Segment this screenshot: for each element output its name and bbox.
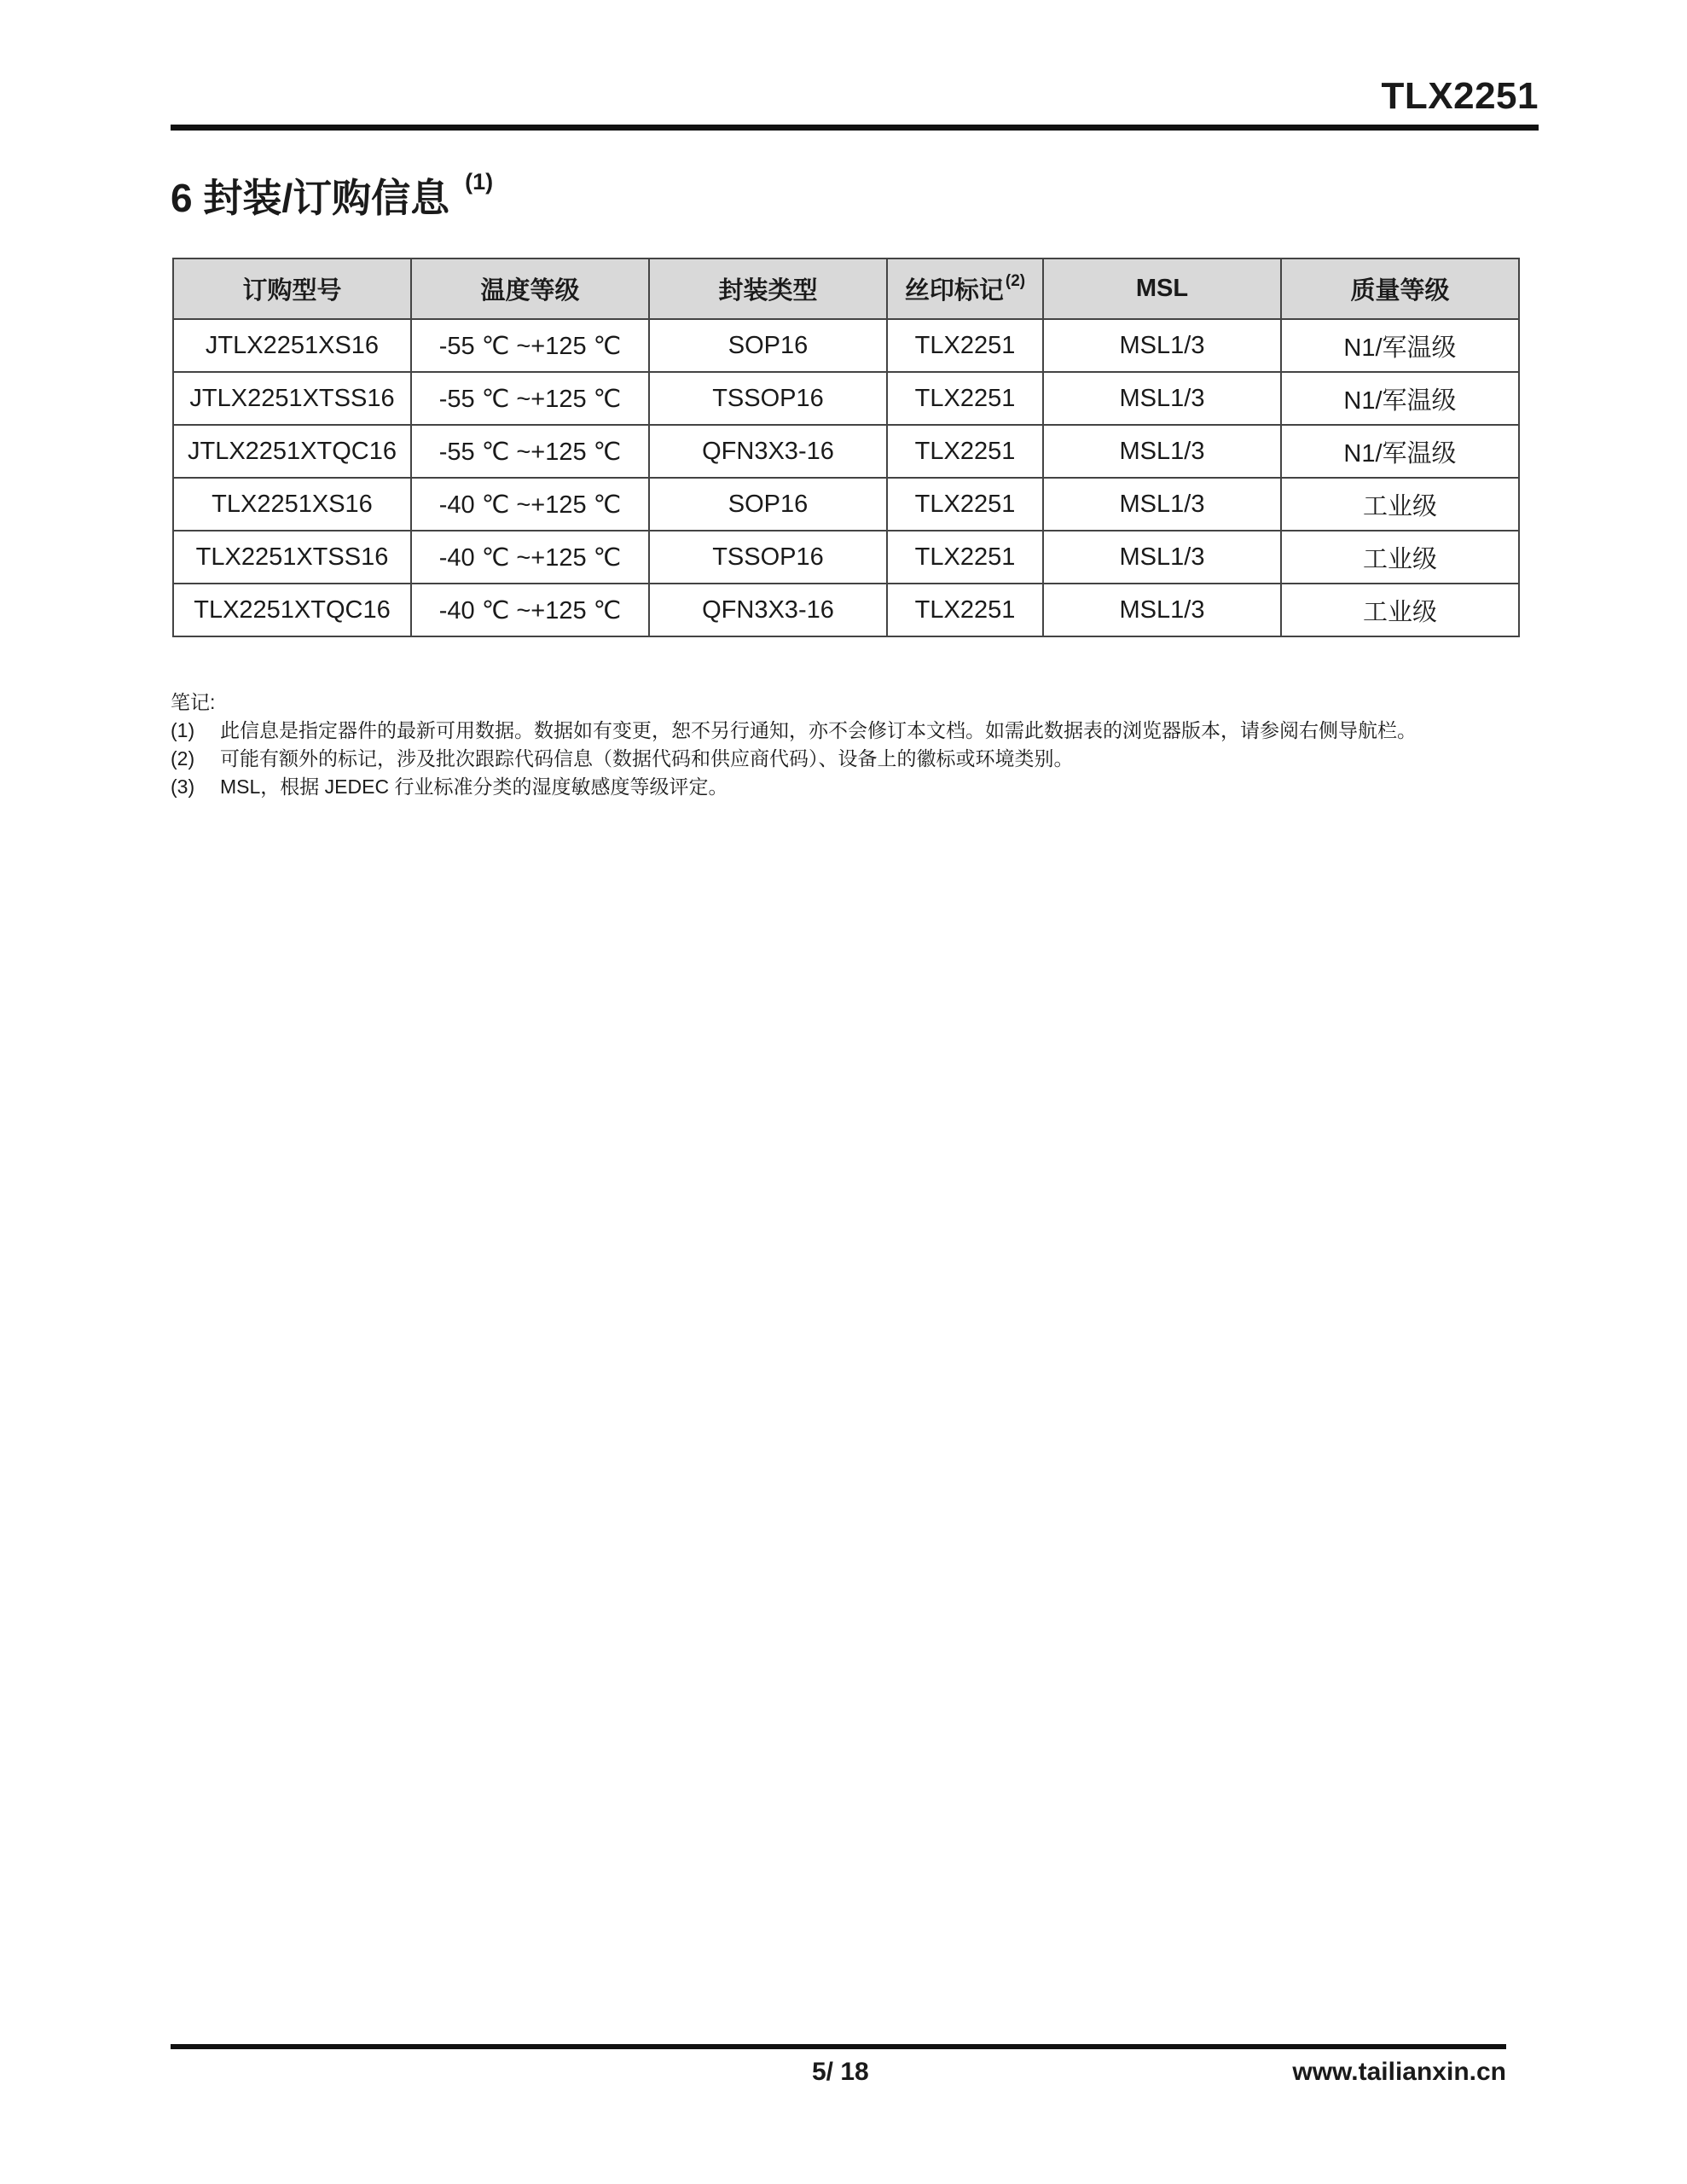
note-text: 此信息是指定器件的最新可用数据。数据如有变更，恕不另行通知，亦不会修订本文档。如需此数据表的浏览器版本，请参阅右侧导航栏。 bbox=[220, 719, 1417, 741]
cell-temp-grade: -40 ℃ ~+125 ℃ bbox=[411, 531, 649, 584]
cell-quality-grade: 工业级 bbox=[1281, 531, 1519, 584]
cell-package: TSSOP16 bbox=[649, 372, 887, 425]
table-row bbox=[173, 372, 1519, 425]
cell-order-part: JTLX2251XS16 bbox=[173, 319, 411, 372]
cell-order-part: TLX2251XS16 bbox=[173, 478, 411, 531]
table-row bbox=[173, 425, 1519, 478]
website-link[interactable]: www.tailianxin.cn bbox=[1292, 2058, 1506, 2086]
note-number: (1) bbox=[171, 719, 195, 741]
table-row bbox=[173, 531, 1519, 584]
header-divider bbox=[171, 125, 1539, 131]
cell-quality-grade: N1/军温级 bbox=[1281, 372, 1519, 425]
notes-title: 笔记: bbox=[171, 691, 216, 713]
note-text: 可能有额外的标记，涉及批次跟踪代码信息（数据代码和供应商代码）、设备上的徽标或环境类别。 bbox=[220, 747, 1074, 770]
note-number: (2) bbox=[171, 747, 195, 770]
cell-order-part: JTLX2251XTSS16 bbox=[173, 372, 411, 425]
marking-note-ref: (2) bbox=[1005, 272, 1026, 291]
col-header-msl: MSL bbox=[1043, 258, 1281, 319]
table-row bbox=[173, 478, 1519, 531]
header-part-number: TLX2251 bbox=[1381, 75, 1539, 117]
col-header-marking bbox=[887, 258, 1043, 319]
cell-package: TSSOP16 bbox=[649, 531, 887, 584]
cell-package: SOP16 bbox=[649, 319, 887, 372]
cell-marking: TLX2251 bbox=[887, 319, 1043, 372]
footer-divider bbox=[171, 2044, 1506, 2049]
notes-section bbox=[171, 688, 1518, 801]
cell-marking: TLX2251 bbox=[887, 478, 1043, 531]
note-number: (3) bbox=[171, 775, 195, 798]
cell-temp-grade: -40 ℃ ~+125 ℃ bbox=[411, 478, 649, 531]
cell-temp-grade: -55 ℃ ~+125 ℃ bbox=[411, 372, 649, 425]
cell-marking: TLX2251 bbox=[887, 531, 1043, 584]
cell-order-part: TLX2251XTQC16 bbox=[173, 584, 411, 636]
cell-temp-grade: -40 ℃ ~+125 ℃ bbox=[411, 584, 649, 636]
cell-msl: MSL1/3 bbox=[1043, 584, 1281, 636]
col-header-temp-grade: 温度等级 bbox=[411, 258, 649, 319]
cell-quality-grade: 工业级 bbox=[1281, 584, 1519, 636]
cell-msl: MSL1/3 bbox=[1043, 531, 1281, 584]
cell-order-part: TLX2251XTSS16 bbox=[173, 531, 411, 584]
cell-quality-grade: N1/军温级 bbox=[1281, 425, 1519, 478]
cell-marking: TLX2251 bbox=[887, 584, 1043, 636]
col-header-quality-grade: 质量等级 bbox=[1281, 258, 1519, 319]
table-row bbox=[173, 319, 1519, 372]
cell-msl: MSL1/3 bbox=[1043, 372, 1281, 425]
table-header-row bbox=[173, 258, 1519, 319]
cell-quality-grade: 工业级 bbox=[1281, 478, 1519, 531]
note-item bbox=[171, 717, 1518, 745]
cell-marking: TLX2251 bbox=[887, 372, 1043, 425]
note-item bbox=[171, 773, 1518, 801]
cell-quality-grade: N1/军温级 bbox=[1281, 319, 1519, 372]
section-note-ref: (1) bbox=[465, 168, 494, 195]
cell-package: QFN3X3-16 bbox=[649, 425, 887, 478]
cell-msl: MSL1/3 bbox=[1043, 319, 1281, 372]
ordering-info-table bbox=[172, 258, 1520, 637]
section-title: 6 封装/订购信息 bbox=[171, 176, 450, 220]
section-heading bbox=[171, 167, 493, 224]
cell-order-part: JTLX2251XTQC16 bbox=[173, 425, 411, 478]
page-number: 5/ 18 bbox=[812, 2058, 869, 2086]
cell-package: SOP16 bbox=[649, 478, 887, 531]
cell-package: QFN3X3-16 bbox=[649, 584, 887, 636]
note-text: MSL，根据 JEDEC 行业标准分类的湿度敏感度等级评定。 bbox=[220, 775, 728, 798]
col-header-order-part: 订购型号 bbox=[173, 258, 411, 319]
cell-marking: TLX2251 bbox=[887, 425, 1043, 478]
cell-temp-grade: -55 ℃ ~+125 ℃ bbox=[411, 319, 649, 372]
cell-msl: MSL1/3 bbox=[1043, 425, 1281, 478]
marking-header-label: 丝印标记 bbox=[904, 277, 1004, 305]
cell-msl: MSL1/3 bbox=[1043, 478, 1281, 531]
col-header-package: 封装类型 bbox=[649, 258, 887, 319]
note-item bbox=[171, 745, 1518, 773]
cell-temp-grade: -55 ℃ ~+125 ℃ bbox=[411, 425, 649, 478]
table-row bbox=[173, 584, 1519, 636]
